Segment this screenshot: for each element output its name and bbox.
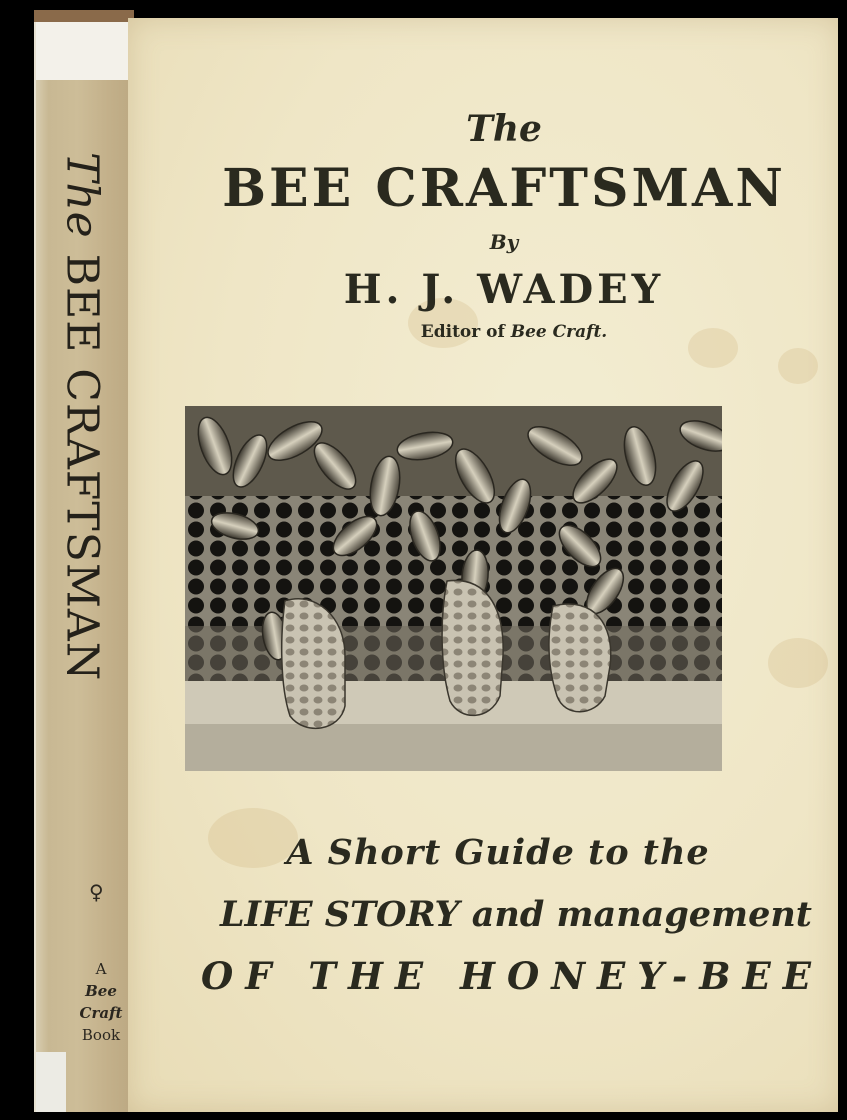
cover-author: H. J. WADEY — [343, 266, 665, 313]
spine-imprint-line: Bee — [85, 982, 117, 1000]
spine-imprint-line: Craft — [79, 1004, 123, 1022]
background-right-edge — [838, 18, 847, 1112]
cover-title: BEE CRAFTSMAN — [222, 158, 786, 219]
spine-title — [57, 152, 108, 681]
editor-prefix: Editor of — [420, 322, 505, 342]
cover-subtitle-line1: A Short Guide to the — [286, 832, 710, 873]
spine-worn-bottom — [36, 1052, 66, 1112]
spine-imprint-line: Book — [81, 1026, 121, 1044]
spine-imprint-line: A — [95, 960, 107, 978]
cover-by: By — [489, 230, 519, 254]
book-spine — [34, 22, 140, 1112]
spine-worn-top — [36, 22, 140, 80]
paper-stain — [778, 348, 818, 384]
cover-editor-credit — [158, 322, 847, 342]
front-cover — [128, 18, 840, 1112]
bees-on-comb-illustration — [185, 406, 722, 771]
cover-subtitle-line3: OF THE HONEY-BEE — [201, 954, 823, 998]
background-left-edge — [0, 0, 34, 1120]
spine-imprint — [74, 958, 128, 1046]
spine-title-rest: BEE CRAFTSMAN — [56, 253, 108, 682]
cover-title-the: The — [466, 108, 542, 150]
editor-publication: Bee Craft. — [510, 322, 608, 342]
spine-title-the: The — [56, 152, 108, 239]
spine-symbol: ♀ — [89, 880, 104, 904]
cover-subtitle-line2: LIFE STORY and management — [220, 894, 812, 935]
paper-stain — [768, 638, 828, 688]
queen-cells-photo — [185, 406, 722, 771]
